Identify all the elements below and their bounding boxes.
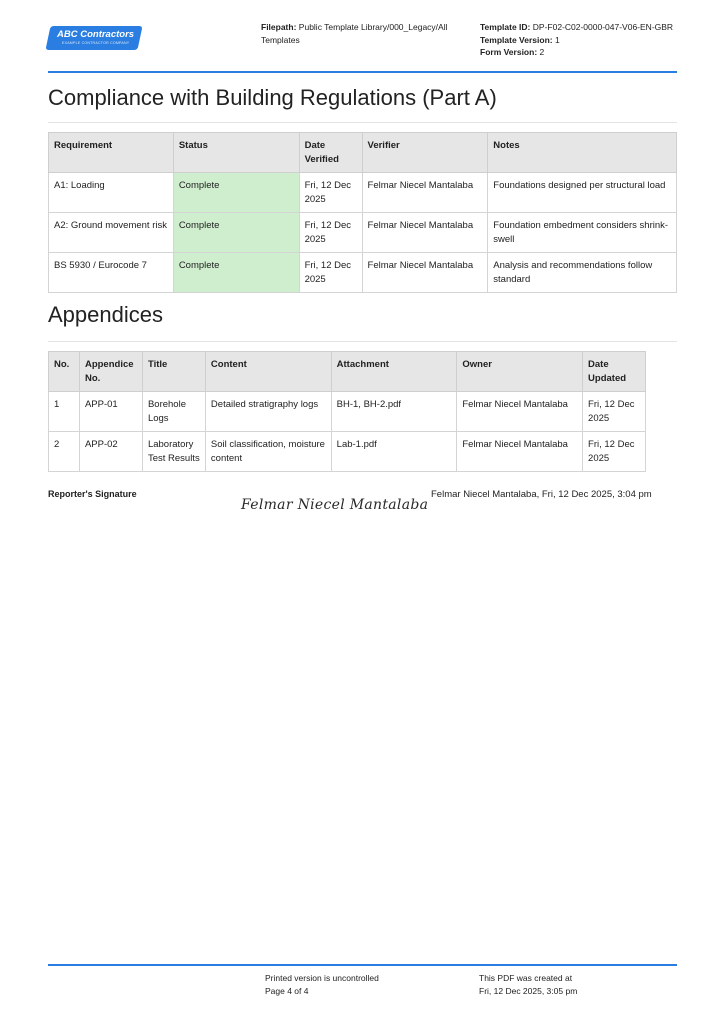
col-date-updated: Date Updated xyxy=(583,352,646,392)
title-cell: Borehole Logs xyxy=(142,392,205,432)
col-verifier: Verifier xyxy=(362,133,488,173)
notes-cell: Foundations designed per structural load xyxy=(488,173,677,213)
status-cell: Complete xyxy=(173,173,299,213)
col-no: No. xyxy=(49,352,80,392)
template-info-block xyxy=(480,21,700,59)
footer-right xyxy=(479,972,577,997)
appendice-no-cell: APP-02 xyxy=(79,432,142,472)
signature-label: Reporter's Signature xyxy=(48,489,137,499)
logo-tagline: EXAMPLE CONTRACTOR COMPANY xyxy=(62,41,130,45)
col-status: Status xyxy=(173,133,299,173)
table-row xyxy=(49,253,677,293)
requirement-cell: BS 5930 / Eurocode 7 xyxy=(49,253,174,293)
footer-left xyxy=(265,972,379,997)
signature-meta: Felmar Niecel Mantalaba, Fri, 12 Dec 2025, 3:04 pm xyxy=(431,489,652,500)
col-content: Content xyxy=(205,352,331,392)
filepath-block xyxy=(261,21,461,46)
date-updated-cell: Fri, 12 Dec 2025 xyxy=(583,392,646,432)
attachment-cell: BH-1, BH-2.pdf xyxy=(331,392,457,432)
form-version: 2 xyxy=(539,47,545,57)
table-row xyxy=(49,392,646,432)
page-number: Page 4 of 4 xyxy=(265,985,309,996)
table-row xyxy=(49,432,646,472)
header-divider xyxy=(48,71,677,73)
appendices-table xyxy=(48,351,646,472)
date-updated-cell: Fri, 12 Dec 2025 xyxy=(583,432,646,472)
requirement-cell: A2: Ground movement risk xyxy=(49,213,174,253)
col-notes: Notes xyxy=(488,133,677,173)
logo-name: ABC Contractors xyxy=(57,29,135,40)
compliance-heading-divider xyxy=(48,122,677,123)
compliance-header-row xyxy=(49,133,677,173)
col-date-verified: Date Verified xyxy=(299,133,362,173)
filepath-line1: Public Template Library/000_Legacy/All xyxy=(298,22,448,32)
form-version-label: Form Version: xyxy=(480,47,538,57)
company-logo xyxy=(48,26,140,50)
appendice-no-cell: APP-01 xyxy=(79,392,142,432)
filepath-label: Filepath: xyxy=(261,22,297,32)
filepath-line2: Templates xyxy=(261,34,300,45)
verifier-cell: Felmar Niecel Mantalaba xyxy=(362,173,488,213)
verifier-cell: Felmar Niecel Mantalaba xyxy=(362,213,488,253)
table-row xyxy=(49,213,677,253)
date-cell: Fri, 12 Dec 2025 xyxy=(299,173,362,213)
notes-cell: Analysis and recommendations follow standard xyxy=(488,253,677,293)
col-appendice-no: Appendice No. xyxy=(79,352,142,392)
owner-cell: Felmar Niecel Mantalaba xyxy=(457,432,583,472)
compliance-heading: Compliance with Building Regulations (Part A) xyxy=(48,85,497,110)
template-id: DP-F02-C02-0000-047-V06-EN-GBR xyxy=(532,22,674,32)
signature-image: Felmar Niecel Mantalaba xyxy=(241,497,429,513)
created-label: This PDF was created at xyxy=(479,973,573,983)
table-row xyxy=(49,173,677,213)
template-version: 1 xyxy=(554,34,560,45)
col-attachment: Attachment xyxy=(331,352,457,392)
no-cell: 1 xyxy=(49,392,80,432)
template-id-label: Template ID: xyxy=(480,22,531,32)
template-version-label: Template Version: xyxy=(480,34,553,45)
col-requirement: Requirement xyxy=(49,133,174,173)
title-cell: Laboratory Test Results xyxy=(142,432,205,472)
appendices-heading: Appendices xyxy=(48,302,163,327)
requirement-cell: A1: Loading xyxy=(49,173,174,213)
appendices-heading-divider xyxy=(48,341,677,342)
content-cell: Soil classification, moisture content xyxy=(205,432,331,472)
appendices-header-row xyxy=(49,352,646,392)
uncontrolled-note: Printed version is uncontrolled xyxy=(265,973,379,983)
date-cell: Fri, 12 Dec 2025 xyxy=(299,213,362,253)
col-owner: Owner xyxy=(457,352,583,392)
created-at: Fri, 12 Dec 2025, 3:05 pm xyxy=(479,985,578,996)
status-cell: Complete xyxy=(173,213,299,253)
owner-cell: Felmar Niecel Mantalaba xyxy=(457,392,583,432)
footer-divider xyxy=(48,964,677,966)
content-cell: Detailed stratigraphy logs xyxy=(205,392,331,432)
attachment-cell: Lab-1.pdf xyxy=(331,432,457,472)
status-cell: Complete xyxy=(173,253,299,293)
verifier-cell: Felmar Niecel Mantalaba xyxy=(362,253,488,293)
col-title: Title xyxy=(142,352,205,392)
no-cell: 2 xyxy=(49,432,80,472)
date-cell: Fri, 12 Dec 2025 xyxy=(299,253,362,293)
compliance-table xyxy=(48,132,677,293)
notes-cell: Foundation embedment considers shrink-swell xyxy=(488,213,677,253)
